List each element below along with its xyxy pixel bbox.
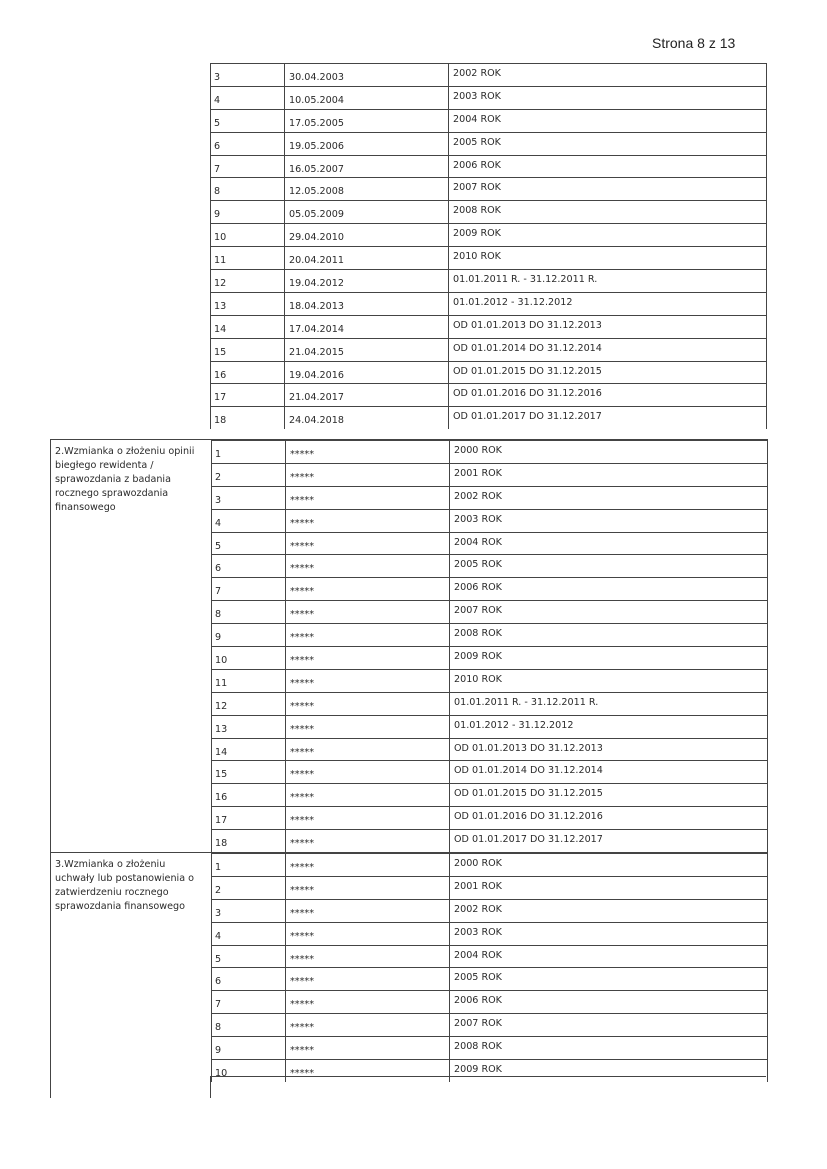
- table-row: [211, 783, 767, 806]
- entry-period: 2004 ROK: [449, 533, 767, 555]
- entry-date: 24.04.2018: [284, 407, 448, 429]
- entry-date: *****: [285, 991, 449, 1013]
- entry-number: 4: [210, 87, 284, 109]
- table-row: [210, 200, 766, 223]
- entry-number: 3: [211, 487, 285, 509]
- table-row: [211, 463, 767, 486]
- table-row: [211, 1059, 767, 1082]
- table-row: [211, 945, 767, 968]
- entry-date: *****: [285, 830, 449, 852]
- table-row: [211, 876, 767, 899]
- entry-date: *****: [285, 510, 449, 532]
- entry-period: 2003 ROK: [448, 87, 766, 109]
- table-row: [211, 1036, 767, 1059]
- entry-period: 2008 ROK: [449, 1037, 767, 1059]
- table-continuation-line: [210, 1076, 211, 1098]
- entry-period: 01.01.2011 R. - 31.12.2011 R.: [449, 693, 767, 715]
- entry-number: 10: [210, 224, 284, 246]
- entry-period: 2002 ROK: [449, 487, 767, 509]
- entry-period: 2005 ROK: [449, 968, 767, 990]
- entry-number: 10: [211, 1060, 285, 1082]
- entry-period: 2005 ROK: [449, 555, 767, 577]
- entry-period: OD 01.01.2014 DO 31.12.2014: [449, 761, 767, 783]
- entry-number: 12: [210, 270, 284, 292]
- table-row: [210, 155, 766, 178]
- entry-date: 17.04.2014: [284, 316, 448, 338]
- section-label: 2.Wzmianka o złożeniu opinii biegłego rewidenta / sprawozdania z badania rocznego sprawozdania finansowego: [55, 446, 195, 513]
- entry-number: 8: [210, 178, 284, 200]
- entry-number: 1: [211, 854, 285, 876]
- entry-date: *****: [285, 1014, 449, 1036]
- entry-date: 18.04.2013: [284, 293, 448, 315]
- entry-date: *****: [285, 946, 449, 968]
- entry-date: 20.04.2011: [284, 247, 448, 269]
- entry-period: 2004 ROK: [448, 110, 766, 132]
- table-row: [211, 967, 767, 990]
- section-rows: [210, 63, 766, 429]
- entry-period: 2002 ROK: [449, 900, 767, 922]
- entry-period: 2007 ROK: [449, 601, 767, 623]
- entry-date: *****: [285, 1037, 449, 1059]
- entry-date: 12.05.2008: [284, 178, 448, 200]
- table-row: [210, 292, 766, 315]
- entry-number: 6: [211, 555, 285, 577]
- entry-period: 2003 ROK: [449, 923, 767, 945]
- entry-date: 19.04.2012: [284, 270, 448, 292]
- table-row: [210, 109, 766, 132]
- table-row: [210, 383, 766, 406]
- entry-number: 15: [210, 339, 284, 361]
- entry-number: 14: [210, 316, 284, 338]
- entry-date: 19.05.2006: [284, 133, 448, 155]
- entry-date: *****: [285, 923, 449, 945]
- entry-number: 9: [211, 624, 285, 646]
- entry-date: *****: [285, 1060, 449, 1082]
- table-row: [211, 738, 767, 761]
- entry-number: 7: [211, 991, 285, 1013]
- entry-number: 4: [211, 510, 285, 532]
- entry-period: 2010 ROK: [448, 247, 766, 269]
- entry-number: 2: [211, 464, 285, 486]
- table-row: [210, 406, 766, 429]
- table-row: [211, 623, 767, 646]
- table-row: [210, 269, 766, 292]
- entry-period: 01.01.2012 - 31.12.2012: [448, 293, 766, 315]
- entry-number: 13: [211, 716, 285, 738]
- table-row: [211, 760, 767, 783]
- entry-number: 9: [211, 1037, 285, 1059]
- table-row: [211, 899, 767, 922]
- entry-date: *****: [285, 533, 449, 555]
- entry-date: 05.05.2009: [284, 201, 448, 223]
- entry-date: *****: [285, 877, 449, 899]
- entry-period: 2007 ROK: [448, 178, 766, 200]
- table-row: [211, 922, 767, 945]
- entry-period: 2006 ROK: [449, 578, 767, 600]
- entry-period: OD 01.01.2015 DO 31.12.2015: [449, 784, 767, 806]
- entry-period: 2008 ROK: [448, 201, 766, 223]
- entry-number: 8: [211, 1014, 285, 1036]
- table-continuation-line: [50, 1076, 51, 1098]
- entry-period: 2001 ROK: [449, 877, 767, 899]
- entry-period: OD 01.01.2013 DO 31.12.2013: [448, 316, 766, 338]
- table-row: [210, 223, 766, 246]
- entry-number: 3: [211, 900, 285, 922]
- entry-number: 7: [210, 156, 284, 178]
- entry-period: 2008 ROK: [449, 624, 767, 646]
- entry-number: 16: [211, 784, 285, 806]
- entry-number: 5: [211, 533, 285, 555]
- entry-number: 2: [211, 877, 285, 899]
- entry-period: 01.01.2012 - 31.12.2012: [449, 716, 767, 738]
- entry-number: 18: [210, 407, 284, 429]
- entry-date: 21.04.2017: [284, 384, 448, 406]
- table-row: [211, 829, 767, 852]
- table-row: [211, 554, 767, 577]
- entry-date: *****: [285, 555, 449, 577]
- table-row: [210, 246, 766, 269]
- table-bottom-border: [210, 1076, 766, 1077]
- entry-date: *****: [285, 968, 449, 990]
- entry-number: 5: [211, 946, 285, 968]
- entry-period: OD 01.01.2016 DO 31.12.2016: [449, 807, 767, 829]
- table-row: [211, 440, 767, 463]
- entry-period: 2009 ROK: [449, 647, 767, 669]
- entry-number: 9: [210, 201, 284, 223]
- table-row: [210, 86, 766, 109]
- entry-number: 4: [211, 923, 285, 945]
- entry-period: 2000 ROK: [449, 854, 767, 876]
- table-row: [211, 600, 767, 623]
- entry-date: *****: [285, 739, 449, 761]
- entry-number: 8: [211, 601, 285, 623]
- entry-number: 13: [210, 293, 284, 315]
- entry-number: 6: [210, 133, 284, 155]
- table-row: [210, 315, 766, 338]
- entry-period: 2004 ROK: [449, 946, 767, 968]
- entry-number: 12: [211, 693, 285, 715]
- entry-date: *****: [285, 900, 449, 922]
- entry-date: 30.04.2003: [284, 64, 448, 86]
- entry-date: *****: [285, 441, 449, 463]
- section-rows: [211, 440, 767, 852]
- entry-period: 2007 ROK: [449, 1014, 767, 1036]
- entry-date: 16.05.2007: [284, 156, 448, 178]
- table-row: [211, 715, 767, 738]
- table-row: [210, 361, 766, 384]
- table-row: [211, 532, 767, 555]
- entry-number: 17: [211, 807, 285, 829]
- entry-number: 10: [211, 647, 285, 669]
- section-financial-statements-dates: [210, 63, 767, 429]
- entry-number: 16: [210, 362, 284, 384]
- table-row: [210, 132, 766, 155]
- entry-number: 18: [211, 830, 285, 852]
- entry-period: 2006 ROK: [448, 156, 766, 178]
- entry-number: 15: [211, 761, 285, 783]
- entry-period: 2000 ROK: [449, 441, 767, 463]
- entry-number: 11: [210, 247, 284, 269]
- entry-date: *****: [285, 487, 449, 509]
- table-row: [211, 577, 767, 600]
- entry-date: *****: [285, 624, 449, 646]
- entry-date: *****: [285, 854, 449, 876]
- entry-period: 2002 ROK: [448, 64, 766, 86]
- entry-date: *****: [285, 464, 449, 486]
- entry-period: OD 01.01.2014 DO 31.12.2014: [448, 339, 766, 361]
- entry-number: 3: [210, 64, 284, 86]
- entry-period: 2006 ROK: [449, 991, 767, 1013]
- entry-number: 5: [210, 110, 284, 132]
- entry-date: *****: [285, 784, 449, 806]
- entry-date: 29.04.2010: [284, 224, 448, 246]
- table-row: [211, 1013, 767, 1036]
- entry-date: *****: [285, 693, 449, 715]
- table-row: [211, 669, 767, 692]
- table-row: [211, 486, 767, 509]
- entry-date: 10.05.2004: [284, 87, 448, 109]
- entry-number: 1: [211, 441, 285, 463]
- entry-date: *****: [285, 670, 449, 692]
- entry-date: *****: [285, 761, 449, 783]
- table-row: [211, 509, 767, 532]
- section-rows: [211, 853, 767, 1082]
- entry-period: OD 01.01.2013 DO 31.12.2013: [449, 739, 767, 761]
- entry-period: 2005 ROK: [448, 133, 766, 155]
- entry-period: OD 01.01.2015 DO 31.12.2015: [448, 362, 766, 384]
- entry-date: *****: [285, 647, 449, 669]
- entry-date: 17.05.2005: [284, 110, 448, 132]
- entry-period: 2001 ROK: [449, 464, 767, 486]
- section-label: 3.Wzmianka o złożeniu uchwały lub postanowienia o zatwierdzeniu rocznego sprawozdania finansowego: [55, 859, 195, 912]
- entry-number: 6: [211, 968, 285, 990]
- entry-date: *****: [285, 807, 449, 829]
- entry-date: 19.04.2016: [284, 362, 448, 384]
- table-row: [211, 646, 767, 669]
- entry-period: 2010 ROK: [449, 670, 767, 692]
- entry-period: OD 01.01.2016 DO 31.12.2016: [448, 384, 766, 406]
- table-row: [211, 692, 767, 715]
- entry-number: 17: [210, 384, 284, 406]
- entry-date: *****: [285, 601, 449, 623]
- entry-period: 2003 ROK: [449, 510, 767, 532]
- table-row: [210, 338, 766, 361]
- table-row: [211, 853, 767, 876]
- entry-period: OD 01.01.2017 DO 31.12.2017: [449, 830, 767, 852]
- entry-date: *****: [285, 716, 449, 738]
- page-number: Strona 8 z 13: [652, 35, 736, 51]
- entry-period: 2009 ROK: [448, 224, 766, 246]
- section-approval-resolution: [50, 852, 768, 1082]
- section-auditor-opinion: [50, 439, 768, 852]
- table-row: [210, 177, 766, 200]
- entry-date: 21.04.2015: [284, 339, 448, 361]
- entry-number: 7: [211, 578, 285, 600]
- entry-number: 14: [211, 739, 285, 761]
- table-row: [211, 806, 767, 829]
- table-row: [210, 63, 766, 86]
- entry-period: 2009 ROK: [449, 1060, 767, 1082]
- entry-number: 11: [211, 670, 285, 692]
- entry-date: *****: [285, 578, 449, 600]
- table-row: [211, 990, 767, 1013]
- entry-period: 01.01.2011 R. - 31.12.2011 R.: [448, 270, 766, 292]
- entry-period: OD 01.01.2017 DO 31.12.2017: [448, 407, 766, 429]
